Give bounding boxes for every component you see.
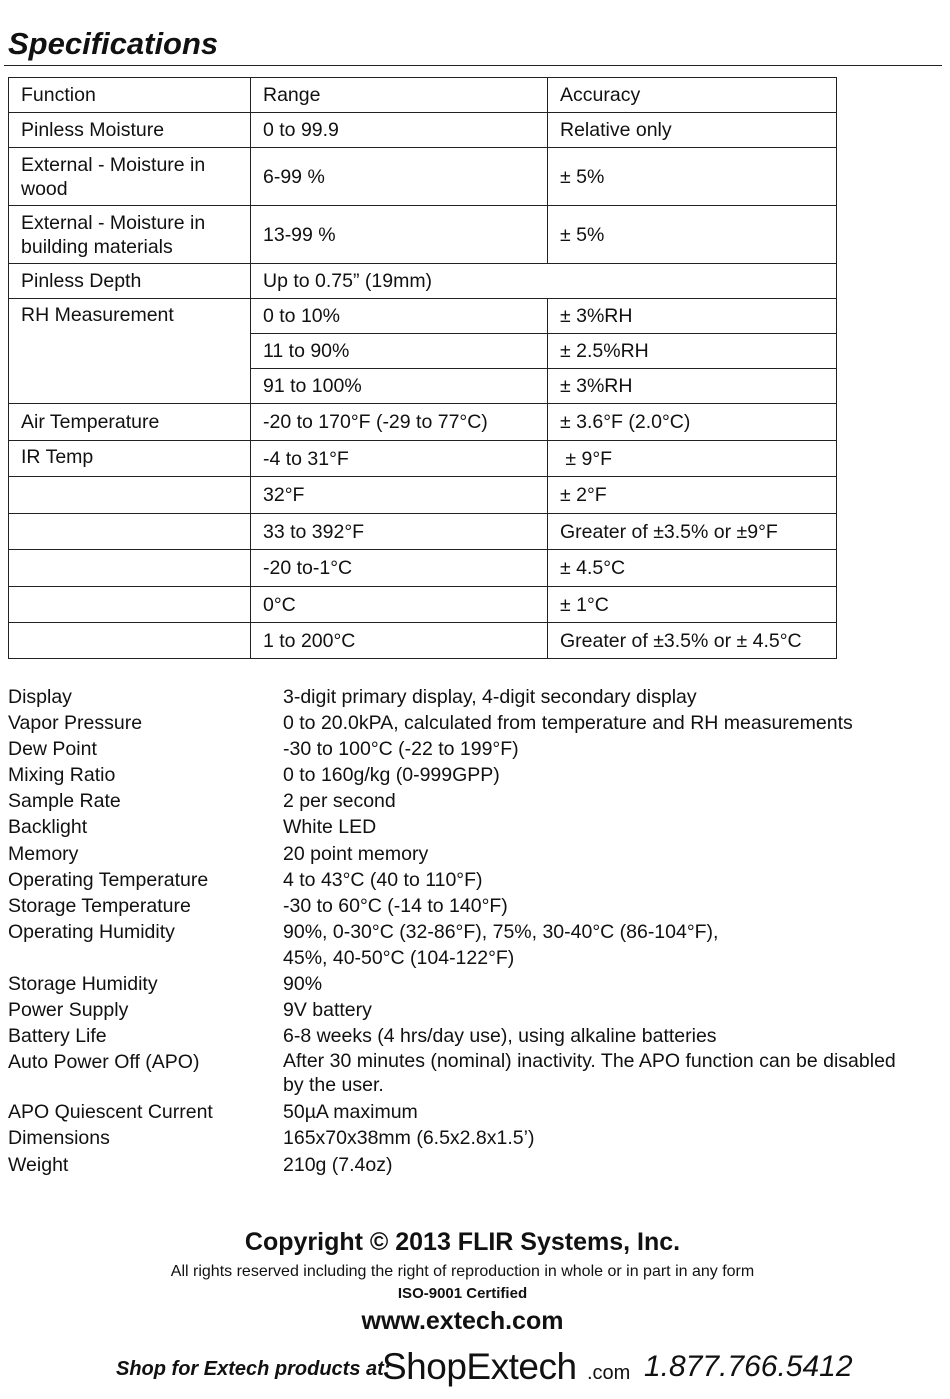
accuracy-cell: Greater of ±3.5% or ± 4.5°C (548, 623, 837, 659)
list-item (8, 1023, 943, 1049)
spec-label: Operating Temperature (8, 868, 209, 891)
header-accuracy: Accuracy (548, 78, 837, 113)
function-cell: IR Temp (9, 441, 251, 477)
list-item (8, 893, 943, 919)
specifications-table (8, 77, 837, 659)
table-row (9, 477, 837, 514)
spec-label: Dew Point (8, 738, 97, 761)
spec-value: 165x70x38mm (6.5x2.8x1.5’) (283, 1127, 535, 1150)
list-item (8, 736, 943, 762)
phone-number: 1.877.766.5412 (644, 1350, 853, 1383)
table-row (9, 206, 837, 264)
spec-label: Battery Life (8, 1025, 107, 1048)
spec-label: Sample Rate (8, 790, 121, 813)
spec-label: Weight (8, 1153, 69, 1176)
accuracy-cell: ± 2°F (548, 477, 837, 514)
table-row (9, 550, 837, 587)
website-link[interactable]: www.extech.com (361, 1307, 564, 1335)
shop-brand-tld: .com (587, 1362, 631, 1384)
range-cell: -4 to 31°F (251, 441, 548, 477)
spec-value: 50µA maximum (283, 1101, 418, 1124)
function-cell: Air Temperature (9, 404, 251, 441)
accuracy-cell: ± 2.5%RH (548, 334, 837, 369)
header-function: Function (9, 78, 251, 113)
copyright-notice: Copyright © 2013 FLIR Systems, Inc. (244, 1228, 681, 1256)
list-item (8, 1049, 943, 1099)
spec-value-line: After 30 minutes (nominal) inactivity. The APO function can be disabled (283, 1050, 896, 1073)
spec-label: Auto Power Off (APO) (8, 1051, 200, 1074)
spec-value: 90% (283, 973, 323, 996)
list-item (8, 971, 943, 997)
general-specifications-list (8, 684, 943, 1178)
accuracy-cell: Greater of ±3.5% or ±9°F (548, 514, 837, 550)
accuracy-cell: ± 5% (548, 148, 837, 206)
function-cell: External - Moisture in building materials (9, 206, 251, 264)
list-item (8, 1125, 943, 1151)
function-cell (9, 587, 251, 623)
accuracy-cell: ± 1°C (548, 587, 837, 623)
rights-statement: All rights reserved including the right of reproduction in whole or in part in any form (170, 1263, 755, 1280)
spec-value: White LED (283, 816, 377, 839)
spec-value: 0 to 20.0kPA, calculated from temperature and RH measurements (283, 712, 853, 735)
list-item (8, 1152, 943, 1178)
accuracy-cell: ± 3%RH (548, 299, 837, 334)
range-cell: -20 to 170°F (-29 to 77°C) (251, 404, 548, 441)
list-item (8, 919, 943, 971)
spec-value: 9V battery (283, 999, 372, 1022)
range-cell: 1 to 200°C (251, 623, 548, 659)
table-row (9, 441, 837, 477)
range-cell: 0 to 99.9 (251, 113, 548, 148)
spec-value: 3-digit primary display, 4-digit secondary display (283, 686, 697, 708)
spec-value: -30 to 60°C (-14 to 140°F) (283, 894, 508, 917)
table-row (9, 264, 837, 299)
shop-banner (116, 1344, 853, 1394)
list-item (8, 762, 943, 788)
list-item (8, 997, 943, 1023)
range-cell: 91 to 100% (251, 369, 548, 404)
range-cell: 0 to 10% (251, 299, 548, 334)
spec-value: 2 per second (283, 790, 396, 813)
function-cell (9, 514, 251, 550)
range-cell: Up to 0.75” (19mm) (251, 264, 837, 299)
accuracy-cell: ± 3.6°F (2.0°C) (548, 404, 837, 441)
spec-value-line: 90%, 0-30°C (32-86°F), 75%, 30-40°C (86-104°F), (283, 920, 719, 943)
range-cell: 0°C (251, 587, 548, 623)
range-cell: 13-99 % (251, 206, 548, 264)
table-row (9, 148, 837, 206)
table-row (9, 587, 837, 623)
table-row (9, 299, 837, 334)
list-item (8, 867, 943, 893)
range-cell: 32°F (251, 477, 548, 514)
accuracy-cell: ± 3%RH (548, 369, 837, 404)
header-range: Range (251, 78, 548, 113)
function-cell: RH Measurement (9, 299, 251, 404)
function-cell (9, 550, 251, 587)
spec-value-line: by the user. (283, 1074, 384, 1097)
spec-value: 6-8 weeks (4 hrs/day use), using alkaline batteries (283, 1025, 717, 1048)
spec-label: Backlight (8, 816, 88, 839)
spec-value-line: 45%, 40-50°C (104-122°F) (283, 946, 515, 969)
spec-label: Power Supply (8, 999, 129, 1022)
spec-label: APO Quiescent Current (8, 1101, 213, 1124)
table-row (9, 514, 837, 550)
range-cell: -20 to-1°C (251, 550, 548, 587)
spec-value: 210g (7.4oz) (283, 1153, 393, 1176)
iso-certification: ISO-9001 Certified (397, 1285, 528, 1302)
shop-brand-logo[interactable]: ShopExtech (382, 1346, 577, 1387)
spec-value: 20 point memory (283, 842, 429, 865)
table-row (9, 404, 837, 441)
title-divider (4, 65, 942, 66)
spec-label: Storage Temperature (8, 894, 191, 917)
function-cell (9, 623, 251, 659)
spec-label: Operating Humidity (8, 920, 175, 943)
table-row (9, 623, 837, 659)
spec-label: Mixing Ratio (8, 764, 116, 787)
spec-label: Storage Humidity (8, 973, 158, 996)
table-row (9, 113, 837, 148)
accuracy-cell: ± 5% (548, 206, 837, 264)
spec-label: Dimensions (8, 1127, 110, 1150)
spec-label: Memory (8, 842, 79, 865)
list-item (8, 814, 943, 840)
range-cell: 11 to 90% (251, 334, 548, 369)
function-cell (9, 477, 251, 514)
spec-label: Vapor Pressure (8, 712, 143, 735)
page-title: Specifications (8, 26, 219, 61)
spec-label: Display (8, 686, 72, 708)
function-cell: External - Moisture in wood (9, 148, 251, 206)
list-item (8, 841, 943, 867)
shop-label: Shop for Extech products at: (116, 1358, 391, 1380)
function-cell: Pinless Depth (9, 264, 251, 299)
accuracy-cell: ± 4.5°C (548, 550, 837, 587)
spec-value (283, 919, 943, 971)
list-item (8, 788, 943, 814)
spec-value: 4 to 43°C (40 to 110°F) (283, 868, 483, 891)
list-item (8, 684, 943, 710)
function-cell: Pinless Moisture (9, 113, 251, 148)
range-cell: 33 to 392°F (251, 514, 548, 550)
range-cell: 6-99 % (251, 148, 548, 206)
spec-value: 0 to 160g/kg (0-999GPP) (283, 764, 500, 787)
accuracy-cell: Relative only (548, 113, 837, 148)
accuracy-cell: ± 9°F (548, 441, 837, 477)
spec-value (283, 1049, 943, 1099)
list-item (8, 1099, 943, 1125)
table-header-row (9, 78, 837, 113)
spec-value: -30 to 100°C (-22 to 199°F) (283, 738, 519, 761)
list-item (8, 710, 943, 736)
